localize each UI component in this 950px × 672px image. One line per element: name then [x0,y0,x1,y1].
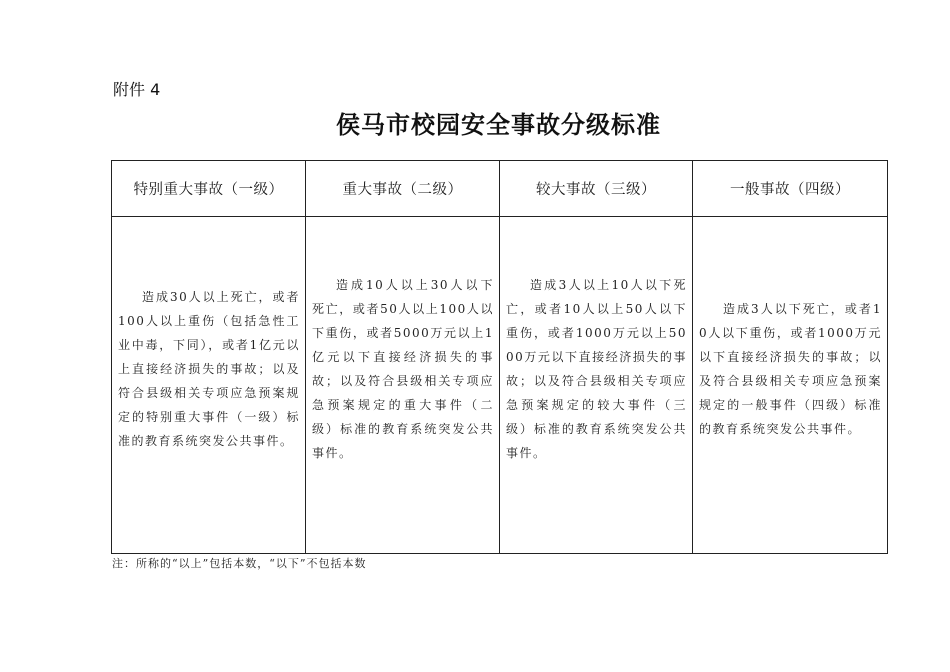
header-grade-4: 一般事故（四级） [693,161,888,217]
attachment-label: 附件 4 [113,80,161,99]
table-header-row [112,161,888,217]
grade-2-description: 造成10人以上30人以下死亡，或者50人以上100人以下重伤，或者5000万元以上1亿元以下直接经济损失的事故；以及符合县级相关专项应急预案规定的重大事件（二级）标准的教育系统突发公共事件。 [312,278,494,460]
document-title: 侯马市校园安全事故分级标准 [336,110,661,139]
header-grade-3: 较大事故（三级） [500,161,693,217]
header-grade-2: 重大事故（二级） [306,161,500,217]
cell-grade-2 [306,217,500,554]
header-grade-1: 特别重大事故（一级） [112,161,306,217]
cell-grade-1 [112,217,306,554]
grade-3-description: 造成3人以上10人以下死亡，或者10人以上50人以下重伤，或者1000万元以上5000万元以下直接经济损失的事故；以及符合县级相关专项应急预案规定的较大事件（三级）标准的教育系统突发公共事件。 [506,278,687,460]
grade-1-description: 造成30人以上死亡，或者100人以上重伤（包括急性工业中毒，下同），或者1亿元以上直接经济损失的事故；以及符合县级相关专项应急预案规定的特别重大事件（一级）标准的教育系统突发公共事件。 [118,290,300,448]
cell-grade-3 [500,217,693,554]
table-row [112,217,888,554]
footnote: 注：所称的“以上”包括本数，“以下”不包括本数 [112,557,367,570]
cell-grade-4 [693,217,888,554]
grade-4-description: 造成3人以下死亡，或者10人以下重伤，或者1000万元以下直接经济损失的事故；以及符合县级相关专项应急预案规定的一般事件（四级）标准的教育系统突发公共事件。 [699,302,882,436]
accident-grade-table [111,160,888,554]
